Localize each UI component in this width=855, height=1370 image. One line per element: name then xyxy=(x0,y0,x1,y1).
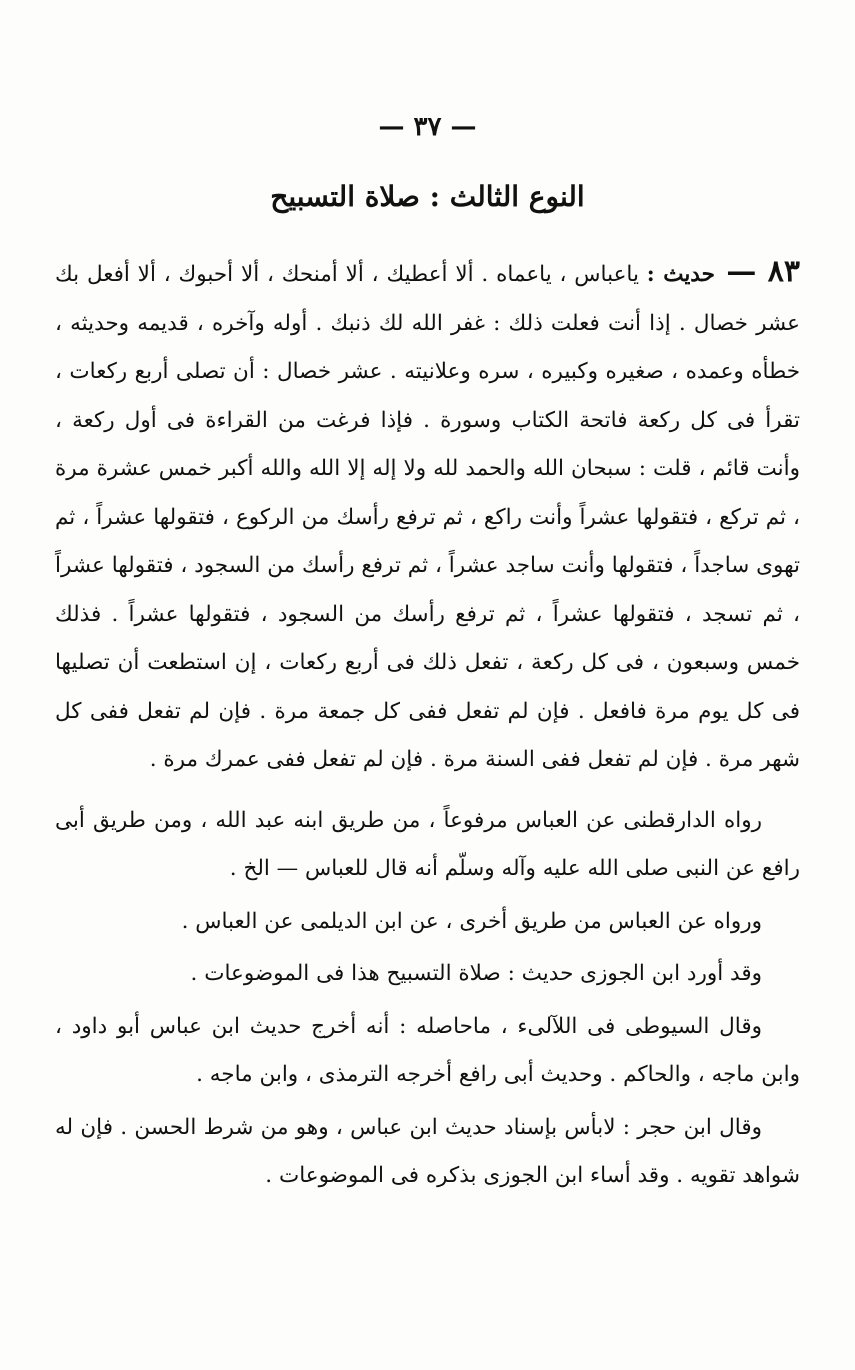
hadith-paragraph xyxy=(55,248,800,785)
commentary-paragraph-5: وقال ابن حجر : لابأس بإسناد حديث ابن عباس ، وهو من شرط الحسن . فإن له شواهد تقويه . وقد أساء ابن الجوزى بذكره فى الموضوعات . xyxy=(55,1114,800,1188)
hadith-label: حديث : xyxy=(646,262,715,287)
hadith-text: ياعباس ، ياعماه . ألا أعطيك ، ألا أمنحك ، ألا أحبوك ، ألا أفعل بك عشر خصال . إذا أنت فعلت ذلك : غفر الله لك ذنبك . أوله وآخره ، قديمه وحديثه ، خطأه وعمده ، صغيره وكبيره ، سره وعلانيته . عشر خصال : أن تصلى أربع ركعات ، تقرأ فى كل ركعة فاتحة الكتاب وسورة . فإذا فرغت من القراءة فى أول ركعة ، وأنت قائم ، قلت : سبحان الله والحمد لله ولا إله إلا الله والله أكبر خمس عشرة مرة ، ثم تركع ، فتقولها عشراً وأنت راكع ، ثم ترفع رأسك من الركوع ، فتقولها عشراً ، ثم تهوى ساجداً ، فتقولها وأنت ساجد عشراً ، ثم ترفع رأسك من السجود ، فتقولها عشراً ، ثم تسجد ، فتقولها عشراً ، ثم ترفع رأسك من السجود ، فتقولها عشراً . فذلك خمس وسبعون ، فى كل ركعة ، تفعل ذلك فى أربع ركعات ، إن استطعت أن تصليها فى كل يوم مرة فافعل . فإن لم تفعل ففى كل جمعة مرة . فإن لم تفعل ففى كل شهر مرة . فإن لم تفعل ففى السنة مرة . فإن لم تفعل ففى عمرك مرة . xyxy=(55,262,800,772)
paragraph-gap xyxy=(55,789,800,797)
page-number: — ٣٧ — xyxy=(378,112,477,142)
commentary-paragraph-4: وقال السيوطى فى اللآلىء ، ماحاصله : أنه أخرج حديث ابن عباس أبو داود ، وابن ماجه ، والحاكم . وحديث أبى رافع أخرجه الترمذى ، وابن ماجه . xyxy=(55,1013,800,1087)
page-body xyxy=(55,248,800,1205)
commentary-paragraph-1: رواه الدارقطنى عن العباس مرفوعاً ، من طريق ابنه عبد الله ، ومن طريق أبى رافع عن النبى صلى الله عليه وآله وسلّم أنه قال للعباس — الخ . xyxy=(55,807,800,881)
hadith-number: ٨٣ xyxy=(767,254,801,289)
hadith-dash: — xyxy=(714,254,768,289)
commentary-paragraph-2: ورواه عن العباس من طريق أخرى ، عن ابن الديلمى عن العباس . xyxy=(181,908,762,934)
section-title: النوع الثالث : صلاة التسبيح xyxy=(270,180,585,213)
commentary-paragraph-3: وقد أورد ابن الجوزى حديث : صلاة التسبيح هذا فى الموضوعات . xyxy=(190,961,762,986)
